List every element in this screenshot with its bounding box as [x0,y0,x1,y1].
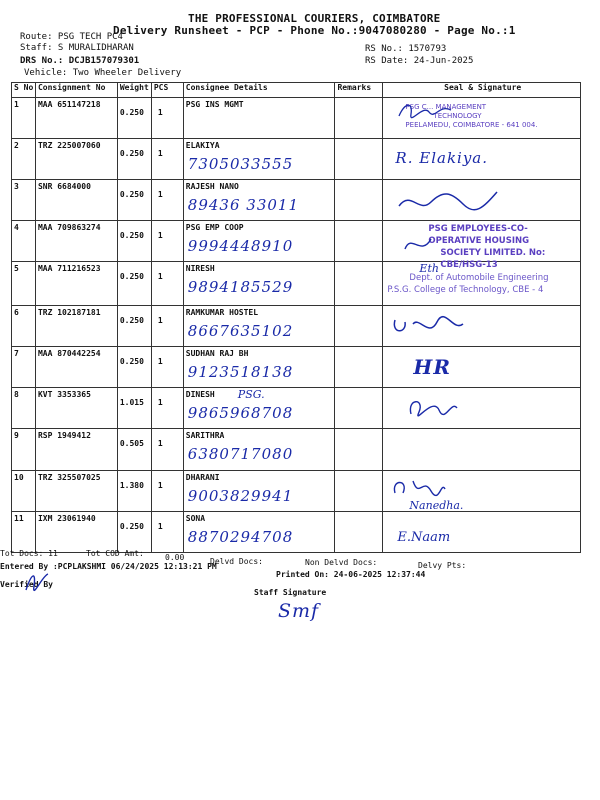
table-body [12,98,581,553]
row-signature-cell [383,429,581,471]
row-remarks [335,512,383,553]
table-row [12,180,581,221]
handwritten-signature: Nanedha. [409,499,464,512]
row-pcs: 1 [157,272,163,281]
row-weight: 1.015 [119,398,144,407]
row-pcs: 1 [157,398,163,407]
signature-scribble [403,392,463,422]
row-remarks [335,139,383,180]
row-consignee-phone: 9865968708 [187,404,294,422]
staff-signature-label: Staff Signature [254,588,327,597]
row-sno: 10 [14,473,24,482]
row-signature-cell [383,471,581,512]
handwritten-signature: Eth [419,262,439,275]
row-pcs: 1 [157,231,163,240]
total-cod-label: Tot COD Amt: [86,549,144,558]
row-remarks [335,180,383,221]
row-remarks [335,306,383,347]
row-consignee-phone: 9123518138 [187,363,294,381]
row-weight: 0.250 [119,357,144,366]
row-weight: 0.250 [119,316,144,325]
row-pcs: 1 [157,316,163,325]
row-consignee-name: ELAKIYA [185,141,220,150]
row-pcs: 1 [157,357,163,366]
table-row [12,98,581,139]
row-pcs: 1 [157,190,163,199]
row-weight: 0.250 [119,190,144,199]
col-seal-signature: Seal & Signature [383,83,581,98]
table-row [12,429,581,471]
row-consignee-name: DINESH [185,390,215,399]
row-sno: 5 [14,264,19,273]
handwritten-signature: E.Naam [397,530,451,545]
signature-scribble [393,186,503,216]
row-weight: 0.250 [119,522,144,531]
row-consignment: TRZ 325507025 [37,473,101,482]
row-consignee-phone: 6380717080 [187,445,294,463]
row-signature-cell [383,180,581,221]
verified-by: Verified By [0,580,53,589]
row-consignee-name: RAMKUMAR HOSTEL [185,308,259,317]
row-consignee-name: SUDHAN RAJ BH [185,349,249,358]
row-consignment: TRZ 225007060 [37,141,101,150]
row-consignee-phone: 8667635102 [187,322,294,340]
col-sno: S No [12,83,36,98]
row-remarks [335,471,383,512]
row-remarks [335,262,383,306]
row-consignee-name: PSG EMP COOP [185,223,244,232]
table-row [12,471,581,512]
row-weight: 0.505 [119,439,144,448]
row-pcs: 1 [157,108,163,117]
row-consignment: MAA 711216523 [37,264,101,273]
table-row [12,388,581,429]
row-consignee-phone: 7305033555 [187,155,294,173]
signature-scribble [389,312,469,340]
row-sno: 7 [14,349,19,358]
staff-handwritten-signature: Smf [278,600,320,622]
col-remarks: Remarks [335,83,383,98]
entered-by: Entered By :PCPLAKSHMI 06/24/2025 12:13:21 PM [0,562,217,571]
rs-number: RS No.: 1570793 [365,44,447,54]
row-consignee-name: NIRESH [185,264,215,273]
col-weight: Weight [117,83,151,98]
row-sno: 2 [14,141,19,150]
row-consignee-name: RAJESH NANO [185,182,239,191]
stamp-psg-employees-coop: PSG EMPLOYEES-CO-OPERATIVE HOUSING SOCIETY LIMITED. No: CBE/HSG-13 [428,224,546,270]
delivery-points: Delvy Pts: [418,561,467,570]
row-consignment: RSP 1949412 [37,431,91,440]
row-sno: 1 [14,100,19,109]
company-title: THE PROFESSIONAL COURIERS, COIMBATORE [188,12,441,25]
table-row [12,262,581,306]
stamp-psg-management: PSG C... MANAGEMENT TECHNOLOGY PEELAMEDU, COIMBATORE - 641 004. [405,103,538,129]
row-consignee-phone: 9994448910 [187,237,294,255]
row-consignment: MAA 709863274 [37,223,101,232]
signature-scribble [395,100,455,122]
row-remarks [335,98,383,139]
row-remarks [335,221,383,262]
vehicle-label: Vehicle: Two Wheeler Delivery [24,68,182,78]
row-consignee-name: PSG INS MGMT [185,100,244,109]
row-pcs: 1 [157,522,163,531]
row-remarks [335,429,383,471]
row-signature-cell [383,262,581,306]
row-pcs: 1 [157,149,163,158]
handwritten-signature: R. Elakiya. [395,149,489,167]
delivered-docs: Delvd Docs: [210,557,263,566]
row-weight: 0.250 [119,149,144,158]
staff-label: Staff: S MURALIDHARAN [20,43,134,53]
table-row [12,347,581,388]
total-cod-value: 0.00 [165,553,185,562]
table-row [12,139,581,180]
row-remarks [335,347,383,388]
runsheet-table [11,82,581,553]
row-weight: 1.380 [119,481,144,490]
row-consignment: SNR 6684000 [37,182,91,191]
col-consignee: Consignee Details [183,83,335,98]
route-label: Route: PSG TECH PC4 [20,32,123,42]
row-weight: 0.250 [119,272,144,281]
row-sno: 9 [14,431,19,440]
row-sno: 6 [14,308,19,317]
drs-number: DRS No.: DCJB157079301 [20,56,140,66]
row-consignee-name: SARITHRA [185,431,225,440]
col-pcs: PCS [151,83,183,98]
row-sno: 8 [14,390,19,399]
row-sno: 11 [14,514,24,523]
total-docs: Tot Docs: 11 [0,549,58,558]
row-signature-cell [383,139,581,180]
row-signature-cell [383,388,581,429]
table-header-row [12,83,581,98]
row-consignment: MAA 651147218 [37,100,101,109]
non-delivered-docs: Non Delvd Docs: [305,558,378,567]
row-consignment: TRZ 102187181 [37,308,101,317]
row-signature-cell [383,306,581,347]
row-pcs: 1 [157,481,163,490]
row-consignment: KVT 3353365 [37,390,91,399]
signature-scribble [401,231,441,257]
row-sno: 3 [14,182,19,191]
table-row [12,306,581,347]
col-consignment: Consignment No [35,83,117,98]
signature-scribble [389,475,449,501]
row-consignment: IXM 23061940 [37,514,96,523]
table-row [12,221,581,262]
row-sno: 4 [14,223,19,232]
row-consignee-phone: 8870294708 [187,528,294,546]
row-consignee-phone: 9894185529 [187,278,294,296]
row-consignee-name: SONA [185,514,206,523]
row-consignee-name: DHARANI [185,473,220,482]
verified-signature [22,568,52,598]
row-signature-cell [383,98,581,139]
printed-on: Printed On: 24-06-2025 12:37:44 [276,570,426,579]
table-row [12,512,581,553]
row-weight: 0.250 [119,231,144,240]
rs-date: RS Date: 24-Jun-2025 [365,56,474,66]
handwritten-signature: HR [413,355,451,379]
row-signature-cell [383,347,581,388]
row-weight: 0.250 [119,108,144,117]
row-remarks [335,388,383,429]
row-consignee-phone: 9003829941 [187,487,294,505]
row-pcs: 1 [157,439,163,448]
handwritten-note: PSG. [237,388,265,401]
runsheet-subtitle: Delivery Runsheet - PCP - Phone No.:9047080280 - Page No.:1 [113,24,516,37]
row-signature-cell [383,512,581,553]
stamp-automobile-dept: Dept. of Automobile Engineering P.S.G. College of Technology, CBE - 4 [387,273,549,295]
row-consignee-phone: 89436 33011 [187,196,299,214]
row-consignment: MAA 870442254 [37,349,101,358]
